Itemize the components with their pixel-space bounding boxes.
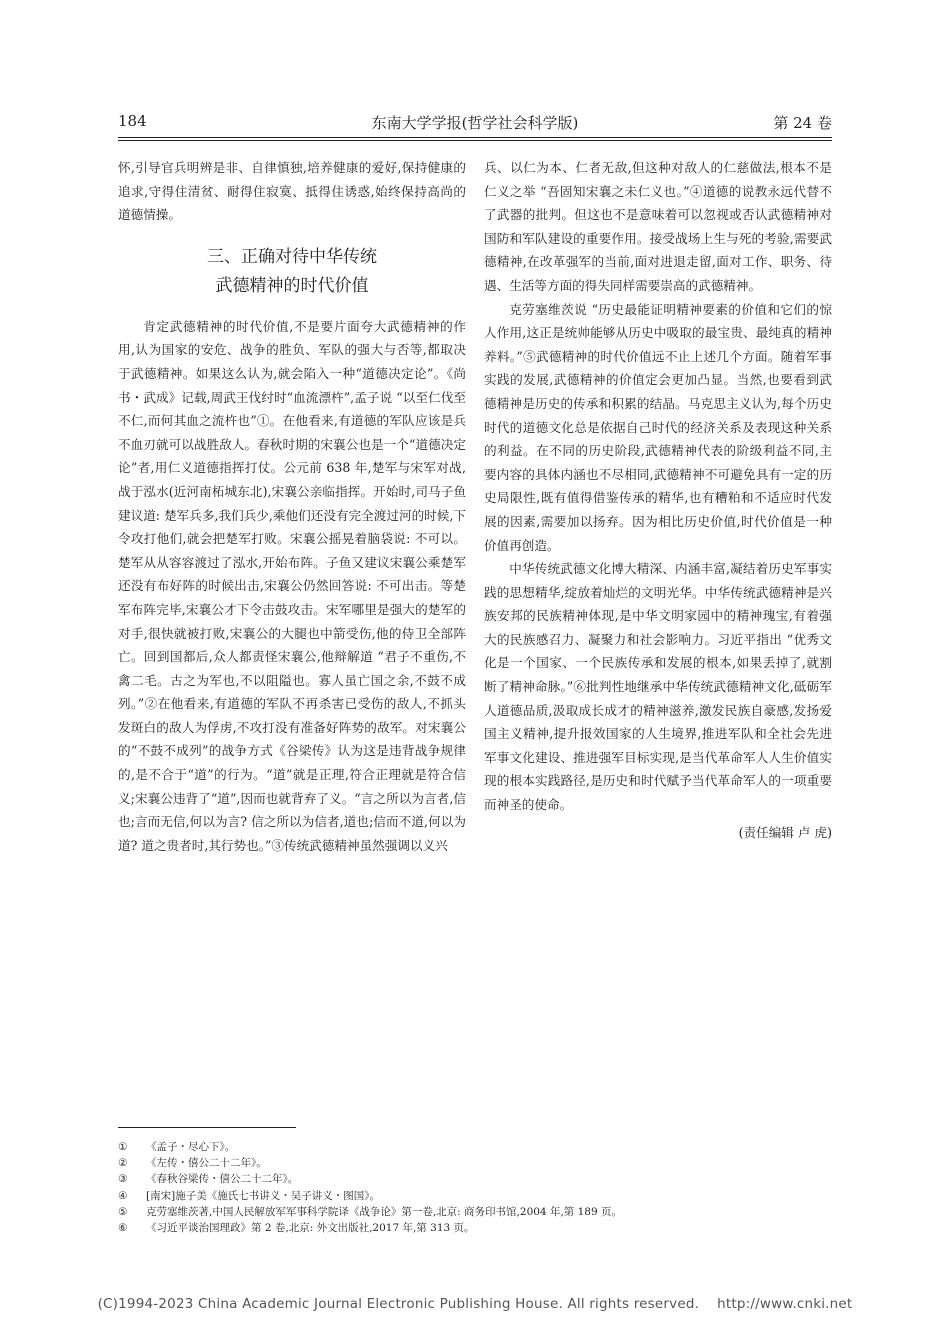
footnote <box>118 1188 832 1204</box>
section-heading <box>118 243 466 301</box>
footnote-mark: ① <box>118 1141 128 1153</box>
section-heading-line-1: 三、正确对待中华传统 <box>207 246 377 267</box>
footnote-mark: ③ <box>118 1173 128 1186</box>
body-paragraph-2: 克劳塞维茨说 “历史最能证明精神要素的价值和它们的惊人作用,这正是统帅能够从历史中吸取的最宝贵、最纯真的精神养料。”⑤武德精神的时代价值远不止上述几个方面。随着军事实践的发展,武德精神的价值定会更加凸显。当然,也要看到武德精神是历史的传承和积累的结晶。马克思主义认为,每个历史时代的道德文化总是依据自己时代的经济关系及表现这种关系的利益。在不同的历史阶段,武德精神代表的阶级利益不同,主要内容的具体内涵也不尽相同,武德精神不可避免具有一定的历史局限性,既有值得借鉴传承的精华,也有糟粕和不适应时代发展的因素,需要加以扬弃。因为相比历史价值,时代价值是一种价值再创造。 <box>484 301 832 553</box>
header-rule <box>118 137 832 138</box>
left-column <box>118 156 466 857</box>
footnote-list <box>118 1139 832 1236</box>
footnote <box>118 1220 832 1236</box>
page-number: 184 <box>118 112 147 130</box>
journal-title: 东南大学学报(哲学社会科学版) <box>371 114 579 132</box>
footnote-text: 《春秋谷梁传・僖公二十二年》。 <box>146 1173 299 1186</box>
footnote-mark: ⑥ <box>118 1222 128 1235</box>
footnote-mark: ④ <box>118 1189 128 1202</box>
section-heading-line-2: 武德精神的时代价值 <box>215 275 369 296</box>
intro-paragraph: 怀,引导官兵明辨是非、自律慎独,培养健康的爱好,保持健康的追求,守得住清贫、耐得住寂寞、抵得住诱惑,始终保持高尚的道德情操。 <box>118 160 466 223</box>
header-rule-secondary <box>118 140 832 141</box>
footnote-text: 《孟子・尽心下》。 <box>146 1141 236 1153</box>
body-paragraph-3: 中华传统武德文化博大精深、内涵丰富,凝结着历史军事实践的思想精华,绽放着灿烂的文明光华。中华传统武德精神是兴族安邦的民族精神体现,是中华文明家园中的精神瑰宝,有着强大的民族感召力、凝聚力和社会影响力。习近平指出 “优秀文化是一个国家、一个民族传承和发展的根本,如果丢掉了,就割断了精神命脉。”⑥批判性地继承中华传统武德精神文化,砥砺军人道德品质,汲取成长成才的精神滋养,激发民族自豪感,发扬爱国主义精神,提升报效国家的人生境界,推进军队和全社会先进军事文化建设、推进强军目标实现,是当代革命军人人生价值实现的根本实践路径,是历史和时代赋予当代革命军人的一项重要而神圣的使命。 <box>484 561 832 813</box>
footnote <box>118 1139 832 1155</box>
footnote-text: 《习近平谈治国理政》第 2 卷,北京: 外文出版社,2017 年,第 313 页。 <box>146 1222 475 1235</box>
continuation-paragraph: 兵、以仁为本、仁者无敌,但这种对敌人的仁慈做法,根本不是仁义之举 “吾固知宋襄之未仁义也。”④道德的说教永远代替不了武器的批判。但这也不是意味着可以忽视或否认武德精神对国防和军队建设的重要作用。接受战场上生与死的考验,需要武德精神,在改革强军的当前,面对进退走留,面对工作、职务、待遇、生活等方面的得失同样需要崇高的武德精神。 <box>484 160 832 293</box>
right-column <box>484 156 832 844</box>
volume-label: 第 24 卷 <box>773 114 832 132</box>
footnote <box>118 1155 832 1171</box>
body-paragraph-1: 肯定武德精神的时代价值,不是要片面夸大武德精神的作用,认为国家的安危、战争的胜负、军队的强大与否等,都取决于武德精神。如果这么认为,就会陷入一种“道德决定论”。《尚书・武成》记载,周武王伐纣时“血流漂杵”,孟子说 “以至仁伐至不仁,而何其血之流杵也”①。在他看来,有道德的军队应该是兵不血刃就可以战胜敌人。春秋时期的宋襄公也是一个“道德决定论”者,用仁义道德指挥打仗。公元前 638 年,楚军与宋军对战,战于泓水(近河南柘城东北),宋襄公亲临指挥。开始时,司马子鱼建议道: 楚军兵多,我们兵少,乘他们还没有完全渡过河的时候,下令攻打他们,就会把楚军打败。宋襄公摇晃着脑袋说: 不可以。楚军从从容容渡过了泓水,开始布阵。子鱼又建议宋襄公乘楚军还没有布好阵的时候出击,宋襄公仍然回答说: 不可出击。等楚军布阵完毕,宋襄公才下令击鼓攻击。宋军哪里是强大的楚军的对手,很快就被打败,宋襄公的大腿也中箭受伤,他的侍卫全部阵亡。回到国都后,众人都责怪宋襄公,他辩解道 “君子不重伤,不禽二毛。古之为军也,不以阻隘也。寡人虽亡国之余,不鼓不成列。”②在他看来,有道德的军队不再杀害已受伤的敌人,不抓头发斑白的敌人为俘虏,不攻打没有准备好阵势的敌军。对宋襄公的“不鼓不成列”的战争方式《谷梁传》认为这是违背战争规律的,是不合于“道”的行为。“道”就是正理,符合正理就是符合信义;宋襄公违背了“道”,因而也就背弃了义。“言之所以为言者,信也;言而无信,何以为言? 信之所以为信者,道也;信而不道,何以为道? 道之贵者时,其行势也。”③传统武德精神虽然强调以义兴 <box>118 318 466 853</box>
footnote-mark: ⑤ <box>118 1205 128 1218</box>
footnote <box>118 1204 832 1220</box>
editor-credit: (责任编辑 卢 虎) <box>738 824 832 840</box>
footnote-text: [南宋]施子美《施氏七书讲义・吴子讲义・图国》。 <box>146 1189 380 1202</box>
copyright-footer: (C)1994-2023 China Academic Journal Electronic Publishing House. All rights reserved. http://www.cnki.net <box>97 1296 853 1312</box>
footnote-text: 《左传・僖公二十二年》。 <box>146 1157 267 1170</box>
footnote-rule <box>118 1127 296 1128</box>
footnote <box>118 1171 832 1187</box>
footnote-text: 克劳塞维茨著,中国人民解放军军事科学院译《战争论》第一卷,北京: 商务印书馆,2004 年,第 189 页。 <box>146 1205 622 1218</box>
footnote-mark: ② <box>118 1157 128 1170</box>
